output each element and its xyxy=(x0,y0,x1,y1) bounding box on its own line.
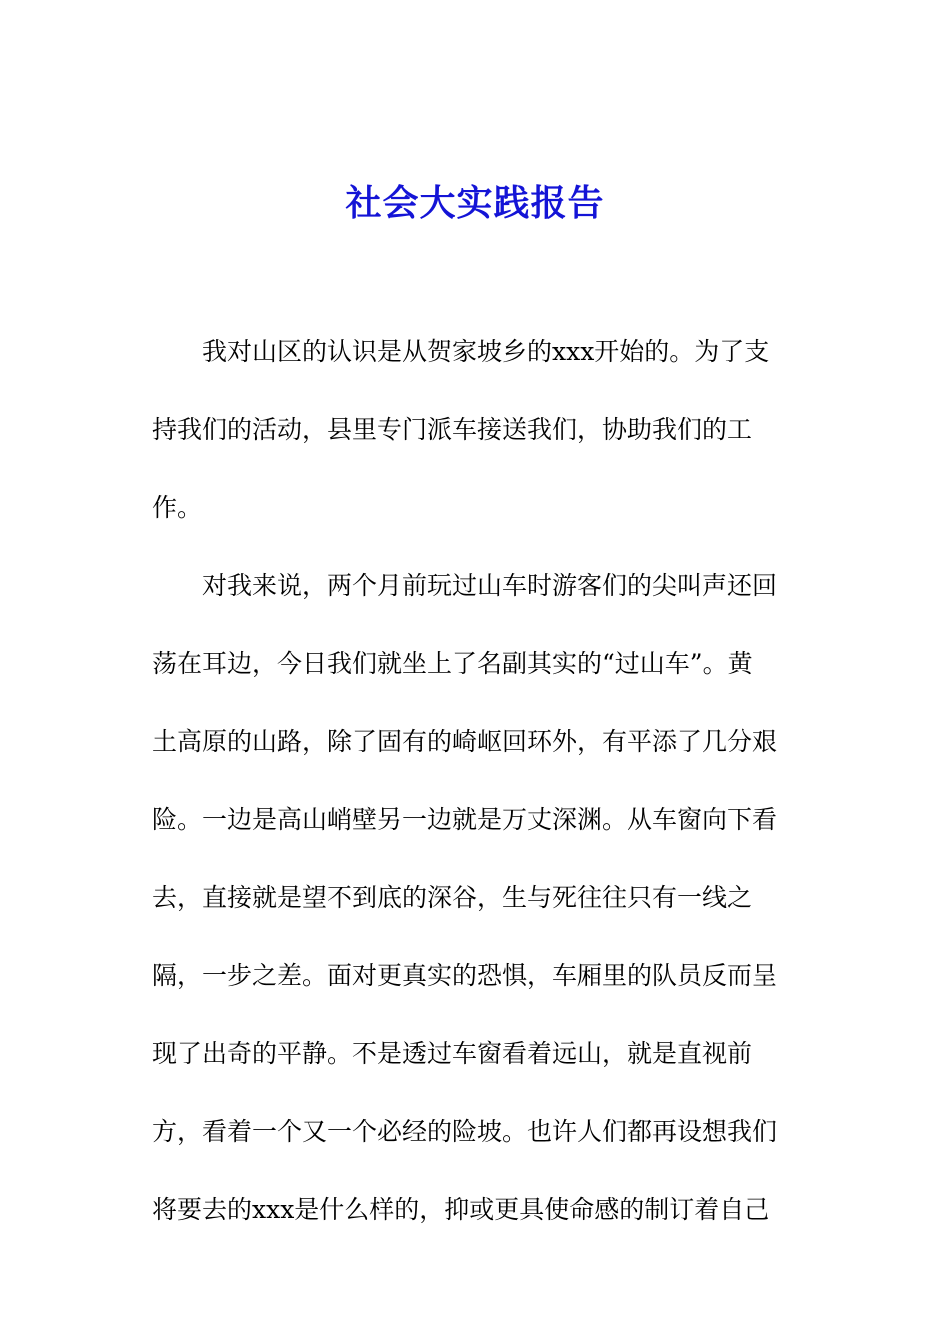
paragraph-2-line-1: 对我来说，两个月前玩过山车时游客们的尖叫声还回 xyxy=(202,571,778,600)
paragraph-2-line-9: 将要去的xxx是什么样的，抑或更具使命感的制订着自己 xyxy=(152,1195,770,1224)
paragraph-1-line-1: 我对山区的认识是从贺家坡乡的xxx开始的。为了支 xyxy=(202,337,770,366)
paragraph-2-line-2: 荡在耳边，今日我们就坐上了名副其实的“过山车”。黄 xyxy=(152,649,753,678)
paragraph-2-line-8: 方，看着一个又一个必经的险坡。也许人们都再设想我们 xyxy=(152,1117,778,1146)
paragraph-1-line-3: 作。 xyxy=(152,493,203,522)
paragraph-1-line-2: 持我们的活动，县里专门派车接送我们，协助我们的工 xyxy=(152,415,753,444)
paragraph-2-line-7: 现了出奇的平静。不是透过车窗看着远山，就是直视前 xyxy=(152,1039,753,1068)
paragraph-2-line-6: 隔，一步之差。面对更真实的恐惧，车厢里的队员反而呈 xyxy=(152,961,778,990)
paragraph-2-line-3: 土高原的山路，除了固有的崎岖回环外，有平添了几分艰 xyxy=(152,727,778,756)
paragraph-2-line-4: 险。一边是高山峭壁另一边就是万丈深渊。从车窗向下看 xyxy=(152,805,778,834)
document-title: 社会大实践报告 xyxy=(345,182,605,224)
paragraph-2-line-5: 去，直接就是望不到底的深谷，生与死往往只有一线之 xyxy=(152,883,753,912)
document-body xyxy=(152,326,802,1262)
